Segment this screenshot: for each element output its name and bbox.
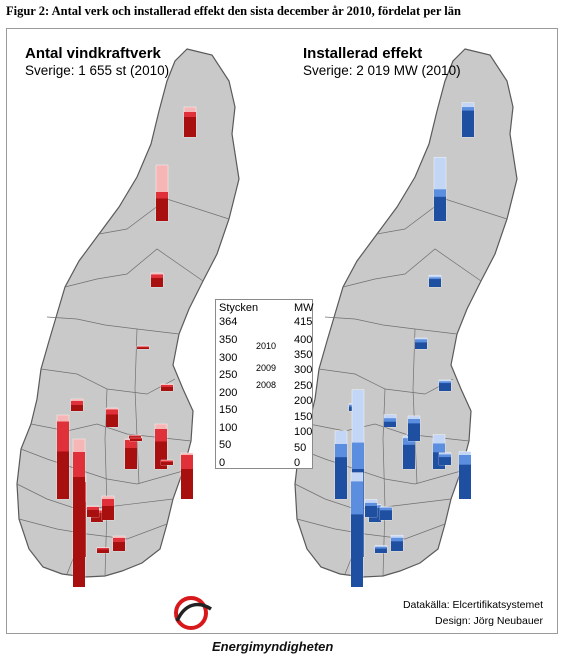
legend-left-tick: 0 — [219, 457, 226, 469]
turbines-bar-2008 — [151, 278, 163, 287]
mw-bar-2008 — [429, 279, 441, 287]
legend-right-tick: 200 — [294, 395, 313, 408]
turbines-bar-2008 — [137, 348, 149, 350]
legend — [215, 299, 313, 469]
legend-left-tick: 350 — [219, 333, 238, 346]
logo-mark — [176, 598, 211, 628]
legend-left-tick: 150 — [219, 404, 238, 417]
legend-year-2010: 2010 — [256, 341, 277, 351]
turbines-bar-2008 — [106, 415, 118, 428]
legend-right-header: MW — [294, 302, 314, 314]
turbines-bar-2008 — [57, 452, 69, 500]
legend-right-max: 415 — [294, 316, 313, 328]
mw-bar-2008 — [403, 445, 415, 469]
legend-right-tick: 300 — [294, 364, 313, 377]
mw-bar-2008 — [351, 514, 363, 587]
data-source: Datakälla: Elcertifikatsystemet — [402, 599, 543, 611]
turbines-bar-2008 — [156, 199, 168, 222]
left-panel-title: Antal vindkraftverk — [25, 45, 161, 62]
legend-left-max: 364 — [219, 316, 238, 328]
turbines-bar-2008 — [130, 439, 142, 441]
legend-right-tick: 350 — [294, 349, 313, 362]
turbines-bar-2008 — [71, 405, 83, 411]
legend-left-header: Stycken — [219, 302, 259, 314]
mw-bar-2008 — [439, 383, 451, 391]
legend-left-tick: 250 — [219, 369, 238, 382]
mw-bar-2008 — [462, 111, 474, 137]
mw-bar-2008 — [415, 342, 427, 349]
legend-year-2008: 2008 — [256, 380, 277, 390]
turbines-bar-2008 — [73, 477, 85, 587]
turbines-bar-2008 — [113, 542, 125, 551]
right-panel-title: Installerad effekt — [303, 45, 423, 62]
legend-year-2009: 2009 — [256, 363, 277, 373]
legend-left-tick: 50 — [219, 439, 232, 452]
legend-left-tick: 300 — [219, 351, 238, 364]
left-panel-subtitle: Sverige: 1 655 st (2010) — [25, 63, 170, 78]
legend-right-tick: 250 — [294, 379, 313, 392]
turbines-bar-2008 — [125, 448, 137, 469]
logo-wordmark: Energimyndigheten — [212, 639, 334, 654]
turbines-bar-2008 — [184, 117, 196, 137]
sweden-map-right — [295, 49, 517, 577]
mw-bar-2008 — [391, 541, 403, 551]
legend-right-tick: 400 — [294, 333, 313, 346]
turbines-bar-2008 — [97, 550, 109, 554]
legend-right-tick: 50 — [294, 441, 307, 454]
legend-left-tick: 100 — [219, 421, 238, 434]
mw-bar-2008 — [459, 465, 471, 499]
figure-caption: Figur 2: Antal verk och installerad effekt den sista december år 2010, fördelat per län — [6, 4, 461, 18]
mw-bar-2008 — [384, 422, 396, 427]
mw-bar-2008 — [375, 549, 387, 553]
turbines-bar-2008 — [87, 510, 99, 517]
mw-bar-2008 — [439, 457, 451, 465]
turbines-bar-2008 — [181, 469, 193, 499]
right-panel-subtitle: Sverige: 2 019 MW (2010) — [303, 63, 461, 78]
figure-frame — [6, 28, 558, 654]
turbines-bar-2008 — [161, 387, 173, 391]
turbines-bar-2008 — [102, 506, 114, 520]
mw-bar-2008 — [408, 423, 420, 441]
mw-bar-2008 — [434, 197, 446, 221]
turbines-bar-2008 — [161, 462, 173, 465]
sweden-map-left — [17, 49, 239, 577]
legend-right-tick: 100 — [294, 426, 313, 439]
mw-bar-2008 — [365, 506, 377, 517]
legend-left-tick: 200 — [219, 386, 238, 399]
legend-right-tick: 150 — [294, 410, 313, 423]
mw-bar-2008 — [380, 510, 392, 520]
design-credit: Design: Jörg Neubauer — [435, 615, 543, 627]
mw-bar-2008 — [335, 457, 347, 499]
legend-right-tick: 0 — [294, 457, 301, 469]
